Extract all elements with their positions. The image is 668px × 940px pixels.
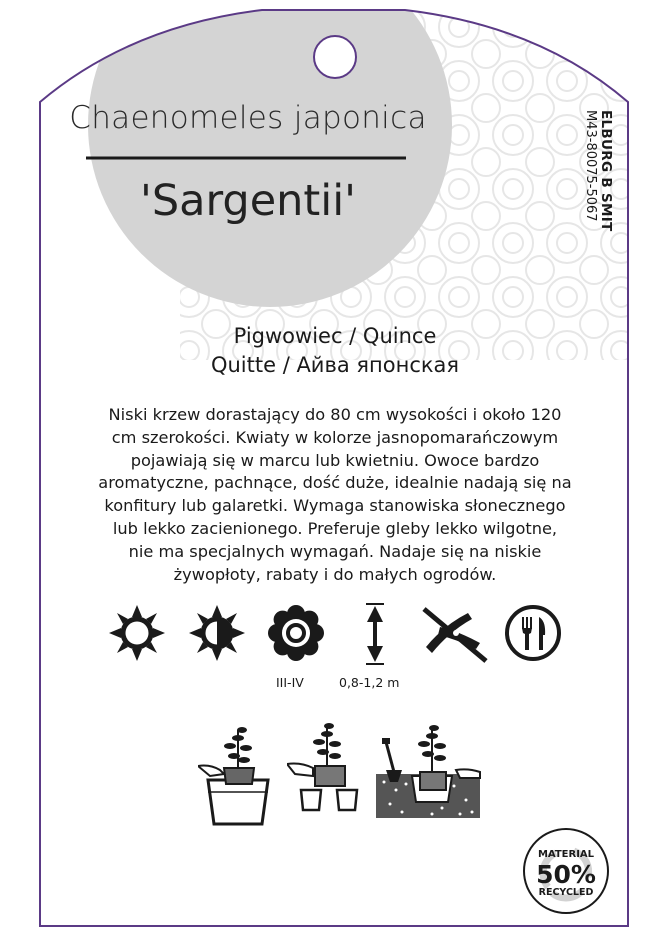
product-code: M43-80075-5067 [583, 110, 598, 222]
description-line: żywopłoty, rabaty i do małych ogrodów. [173, 564, 497, 584]
description-line: aromatyczne, pachnące, dość duże, idealnie nadają się na [98, 473, 572, 493]
description-line: nie ma specjalnych wymagań. Nadaje się na niskie [128, 541, 542, 561]
recycled-line-3: RECYCLED [538, 887, 594, 898]
recycled-line-1: MATERIAL [537, 849, 595, 860]
description-line: cm szerokości. Kwiaty w kolorze jasnopomarańczowym [111, 427, 559, 447]
flowering-months: III-IV [276, 675, 304, 690]
height-arrow-icon [360, 602, 390, 666]
common-names-line-2: Quitte / Айва японская [210, 353, 460, 377]
remove-pot-step-icon [287, 720, 369, 820]
half-shade-icon [187, 603, 247, 663]
latin-name: Chaenomeles japonica [69, 100, 427, 136]
full-sun-icon [107, 603, 167, 663]
description-line: konfitury lub galaretki. Wymaga stanowiska słonecznego [104, 496, 566, 516]
brand-name: ELBURG B SMIT [598, 110, 614, 232]
hang-hole [314, 36, 356, 78]
recycled-material-badge [522, 827, 610, 915]
recycled-line-2: 50% [536, 860, 596, 889]
plant-in-soil-step-icon [372, 720, 484, 820]
description-line: lub lekko zacienionego. Preferuje gleby lekko wilgotne, [112, 518, 558, 538]
plant-height: 0,8-1,2 m [339, 675, 400, 690]
water-pot-step-icon [198, 720, 278, 830]
description-line: Niski krzew dorastający do 80 cm wysokości i około 120 [108, 405, 562, 424]
common-names-line-1: Pigwowiec / Quince [233, 324, 437, 348]
edible-fork-knife-icon [503, 603, 563, 663]
cultivar-name: 'Sargentii' [140, 176, 356, 226]
description-line: pojawiają się w marcu lub kwietniu. Owoce bardzo [130, 450, 540, 470]
flower-icon [266, 603, 326, 663]
plant-description [70, 404, 600, 586]
no-pruning-shears-icon [420, 603, 492, 665]
